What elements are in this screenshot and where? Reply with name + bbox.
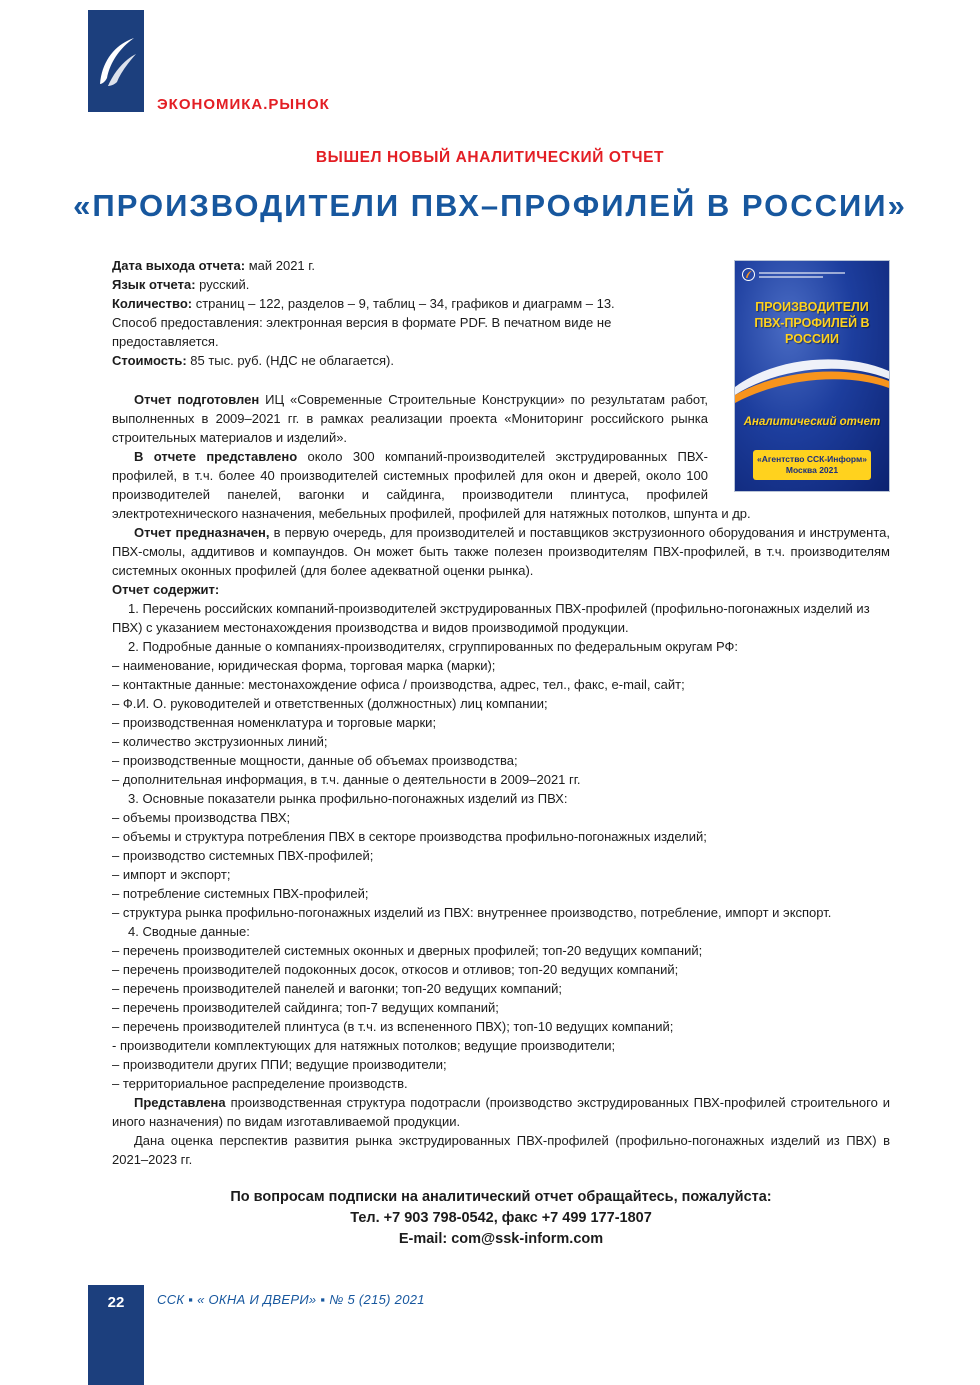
contact-email: E-mail: com@ssk-inform.com: [398, 1231, 604, 1247]
cover-title: [739, 299, 885, 347]
report-cover: [734, 260, 890, 492]
paragraph-lead: В отчете представлено: [134, 449, 298, 464]
cover-subtitle: Аналитический отчет: [743, 416, 881, 428]
contents-item: 2. Подробные данные о компаниях-производителях, сгруппированных по федеральным округам РФ:: [128, 639, 739, 654]
contents-item: 3. Основные показатели рынка профильно-погонажных изделий из ПВХ:: [128, 791, 568, 806]
paragraph-text: производственная структура подотрасли (производство экструдированных ПВХ-профилей строительного и иного назначения) по видам изготавливаемой продукции.: [112, 1095, 890, 1129]
contents-item: – потребление системных ПВХ-профилей;: [112, 886, 369, 901]
paragraph-text: около 300 компаний-производителей экструдированных ПВХ-профилей, в т.ч. более 40 производителей системных профилей для окон и дверей, около 100 производителей панелей, вагонки и сайдинга, производители плинтуса, профилей электротехнического назначения, мебельных профилей, профилей для натяжных потолков, шпунта и др.: [112, 449, 751, 521]
contents-item: – перечень производителей панелей и вагонки; топ-20 ведущих компаний;: [112, 981, 563, 996]
meta-label: Количество:: [112, 296, 193, 311]
cover-publisher-box: [753, 450, 871, 480]
contents-item: – структура рынка профильно-погонажных изделий из ПВХ: внутреннее производство, потребление, импорт и экспорт.: [112, 905, 832, 920]
meta-value: 85 тыс. руб. (НДС не облагается).: [186, 353, 394, 368]
meta-label: Дата выхода отчета:: [112, 258, 246, 273]
contents-item: 4. Сводные данные:: [128, 924, 250, 939]
cover-mini-text: [759, 272, 882, 278]
publisher-logo: [88, 10, 144, 112]
paragraph-lead: Отчет подготовлен: [134, 392, 260, 407]
cover-title-line2: ПВХ-ПРОФИЛЕЙ В РОССИИ: [754, 316, 870, 346]
publisher-swoosh-icon: [92, 32, 140, 90]
contents-item: – территориальное распределение производств.: [112, 1076, 408, 1091]
section-label: ЭКОНОМИКА.РЫНОК: [157, 96, 330, 113]
meta-value: русский.: [195, 277, 250, 292]
paragraph-text: Дана оценка перспектив развития рынка экструдированных ПВХ-профилей (профильно-погонажных изделий из ПВХ) в 2021–2023 гг.: [112, 1133, 890, 1167]
contents-item: – производство системных ПВХ-профилей;: [112, 848, 374, 863]
contents-item: – дополнительная информация, в т.ч. данные о деятельности в 2009–2021 гг.: [112, 772, 581, 787]
contents-item: – объемы и структура потребления ПВХ в секторе производства профильно-погонажных изделий;: [112, 829, 707, 844]
paragraph-text: в первую очередь, для производителей и поставщиков экструзионного оборудования и инструмента, ПВХ-смолы, аддитивов и компаундов. Он может быть также полезен производителям ПВХ-профилей, в т.ч. производителям системных оконных профилей (для более адекватной оценки рынка).: [112, 525, 890, 578]
cover-logo-icon: [742, 268, 755, 281]
meta-value: Способ предоставления: электронная версия в формате PDF. В печатном виде не предоставляется.: [112, 315, 612, 349]
meta-value: май 2021 г.: [245, 258, 316, 273]
contents-heading: Отчет содержит:: [112, 582, 220, 597]
cover-title-line1: ПРОИЗВОДИТЕЛИ: [755, 300, 869, 314]
paragraph-text: ИЦ «Современные Строительные Конструкции» по результатам работ, выполненных в 2009–2021 гг. в рамках реализации проекта «Мониторинг российского рынка строительных материалов и изделий».: [112, 392, 708, 445]
report-title: «ПРОИЗВОДИТЕЛИ ПВХ–ПРОФИЛЕЙ В РОССИИ»: [73, 188, 907, 223]
cover-publisher: «Агентство ССК-Информ»: [756, 454, 868, 464]
contents-item: – перечень производителей плинтуса (в т.ч. из вспененного ПВХ); топ-10 ведущих компаний;: [112, 1019, 674, 1034]
contents-item: – перечень производителей подоконных досок, откосов и отливов; топ-20 ведущих компаний;: [112, 962, 679, 977]
contents-item: – перечень производителей системных оконных и дверных профилей; топ-20 ведущих компаний;: [112, 943, 703, 958]
contents-item: – производители других ППИ; ведущие производители;: [112, 1057, 447, 1072]
closing-paragraph: [112, 1093, 890, 1131]
contents-item: 1. Перечень российских компаний-производителей экструдированных ПВХ-профилей (профильно-погонажных изделий из ПВХ) с указанием местонахождения производства и видов производимой продукции.: [112, 601, 870, 635]
contents-item: – наименование, юридическая форма, торговая марка (марки);: [112, 658, 496, 673]
contents-item: – количество экструзионных линий;: [112, 734, 328, 749]
meta-label: Язык отчета:: [112, 277, 196, 292]
contents-item: – Ф.И. О. руководителей и ответственных (должностных) лиц компании;: [112, 696, 548, 711]
contents-item: - производители комплектующих для натяжных потолков; ведущие производители;: [112, 1038, 616, 1053]
contact-intro: По вопросам подписки на аналитический отчет обращайтесь, пожалуйста:: [230, 1189, 772, 1205]
footer-journal-line: ССК ▪ « ОКНА И ДВЕРИ» ▪ № 5 (215) 2021: [157, 1292, 425, 1307]
paragraph-lead: Представлена: [134, 1095, 226, 1110]
meta-label: Стоимость:: [112, 353, 187, 368]
contents-item: – перечень производителей сайдинга; топ-7 ведущих компаний;: [112, 1000, 499, 1015]
article-body: [112, 256, 890, 1250]
paragraph-lead: Отчет предназначен,: [134, 525, 270, 540]
closing-paragraph: [112, 1131, 890, 1169]
page-number: 22: [107, 1294, 125, 1311]
page-number-box: [88, 1285, 144, 1385]
contact-phone: Тел. +7 903 798-0542, факс +7 499 177-1807: [350, 1210, 652, 1226]
subscription-contact: [112, 1187, 890, 1250]
announcement-heading: ВЫШЕЛ НОВЫЙ АНАЛИТИЧЕСКИЙ ОТЧЕТ: [315, 149, 665, 166]
contents-item: – импорт и экспорт;: [112, 867, 231, 882]
contents-item: – объемы производства ПВХ;: [112, 810, 291, 825]
contents-item: – производственные мощности, данные об объемах производства;: [112, 753, 518, 768]
cover-swoosh-icon: [735, 343, 889, 407]
cover-city-year: Москва 2021: [785, 465, 839, 475]
contents-item: – производственная номенклатура и торговые марки;: [112, 715, 437, 730]
contents-item: – контактные данные: местонахождение офиса / производства, адрес, тел., факс, e-mail, сайт;: [112, 677, 685, 692]
intro-paragraph: [112, 523, 890, 580]
cover-publisher-mark: [742, 268, 882, 281]
meta-value: страниц – 122, разделов – 9, таблиц – 34, графиков и диаграмм – 13.: [192, 296, 615, 311]
